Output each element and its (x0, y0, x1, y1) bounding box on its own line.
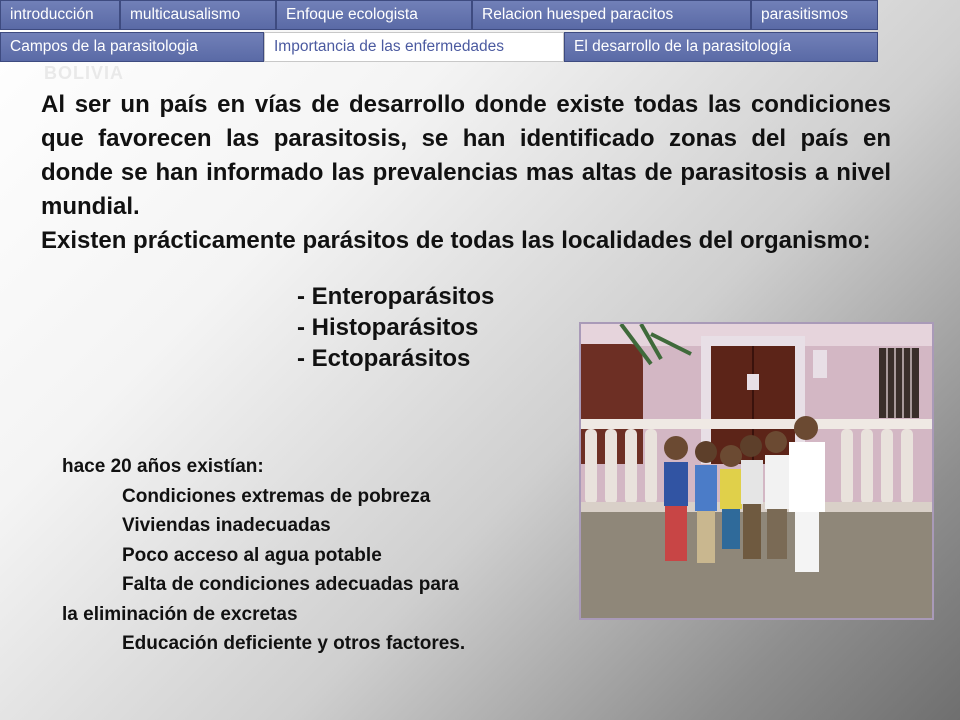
tab-desarrollo-parasitologia[interactable]: El desarrollo de la parasitología (564, 32, 878, 62)
fact-item: Educación deficiente y otros factores. (122, 633, 466, 654)
paragraph-2: Existen prácticamente parásitos de todas las localidades del organismo: (41, 227, 871, 254)
list-item: - Enteroparásitos (297, 283, 495, 310)
tab-enfoque-ecologista[interactable]: Enfoque ecologista (276, 0, 472, 30)
children-photo-illustration (581, 324, 932, 618)
fact-item: Falta de condiciones adecuadas para (122, 574, 459, 595)
list-item: - Histoparásitos (297, 314, 479, 341)
tab-multicausalismo[interactable]: multicausalismo (120, 0, 276, 30)
tab-campos-parasitologia[interactable]: Campos de la parasitologia (0, 32, 264, 62)
historical-factors (62, 452, 562, 659)
tab-parasitismos[interactable]: parasitismos (751, 0, 878, 30)
paragraph-1: Al ser un país en vías de desarrollo donde existe todas las condiciones que favorecen las parasitosis, se han identificado zonas del país en donde se han informado las prevalencias mas altas de parasitosis a nivel mundial. (41, 91, 891, 220)
fact-item: Condiciones extremas de pobreza (122, 485, 431, 507)
tab-introduccion[interactable]: introducción (0, 0, 120, 30)
children-photo (579, 322, 934, 620)
tab-relacion-huesped-paracitos[interactable]: Relacion huesped paracitos (472, 0, 751, 30)
parasite-types-list (297, 281, 494, 374)
fact-item-continuation: la eliminación de excretas (62, 603, 298, 625)
tab-importancia-enfermedades[interactable]: Importancia de las enfermedades (264, 32, 564, 62)
nav-row-1 (0, 0, 878, 30)
facts-intro: hace 20 años existían: (62, 456, 264, 477)
nav-row-2 (0, 32, 878, 62)
slide-main-text (41, 88, 891, 258)
list-item: - Ectoparásitos (297, 345, 471, 372)
slide-ghost-title: BOLIVIA (44, 63, 125, 83)
fact-item: Poco acceso al agua potable (122, 544, 382, 566)
fact-item: Viviendas inadecuadas (122, 515, 331, 536)
